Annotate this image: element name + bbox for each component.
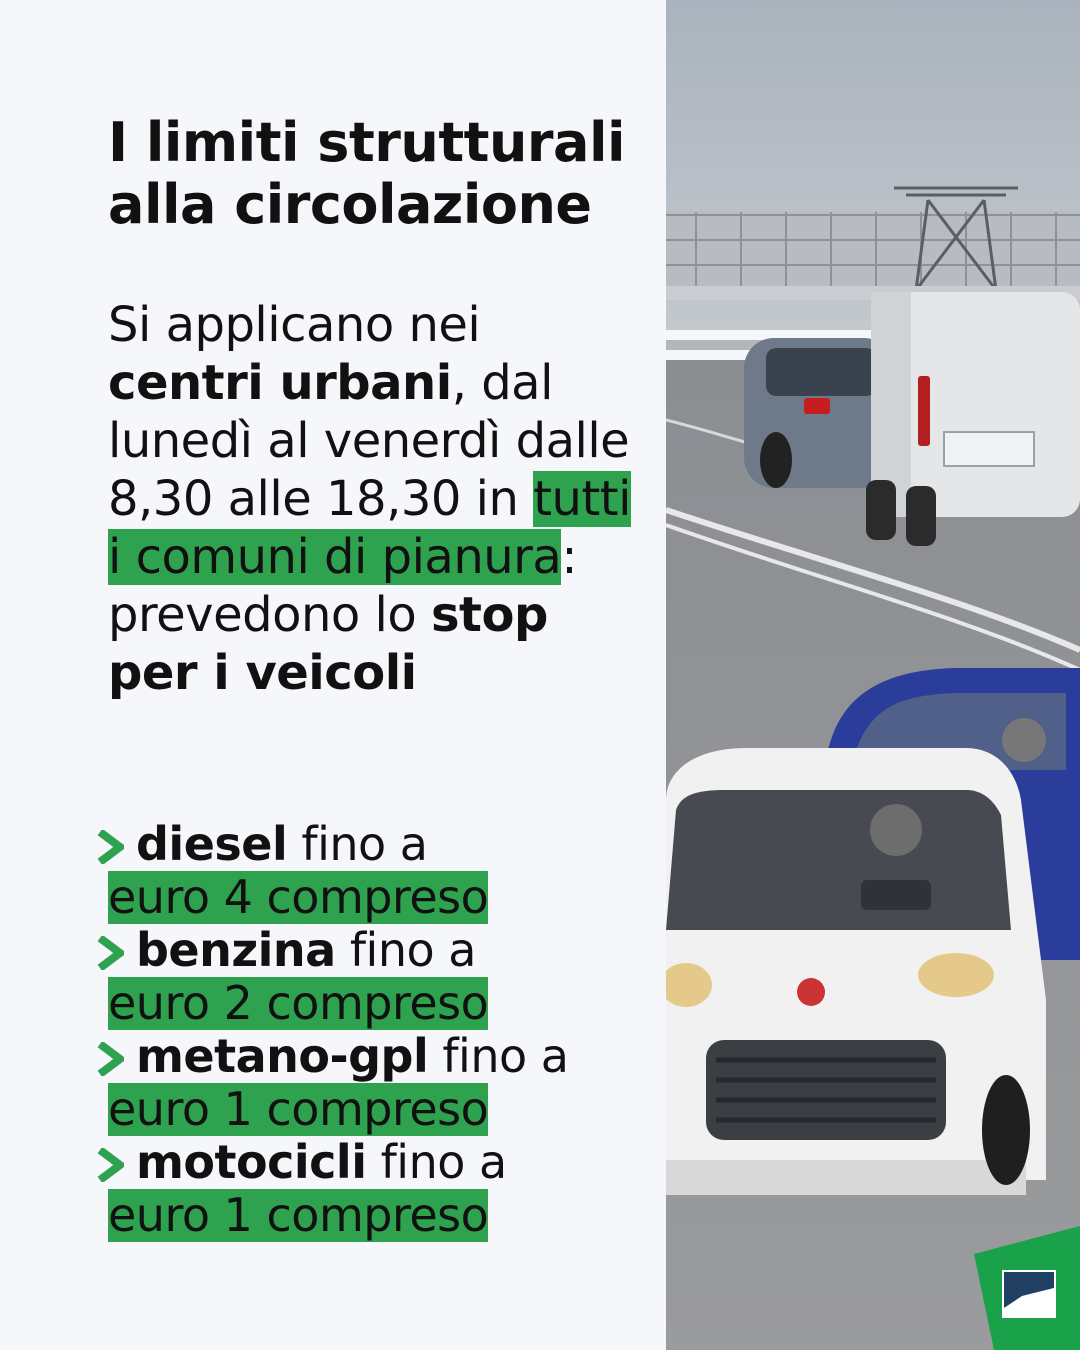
chevron-right-icon: [96, 830, 124, 864]
intro-paragraph: [108, 296, 648, 702]
intro-text-1: Si applicano nei: [108, 297, 481, 353]
title-line-2: alla circolazione: [108, 173, 592, 236]
list-item: [92, 1030, 652, 1136]
vehicle-limit: euro 4 compreso: [108, 870, 489, 924]
intro-text-3: : prevedono lo: [108, 529, 577, 643]
intro-bold-urban: centri urbani: [108, 355, 452, 411]
vehicle-name: motocicli: [136, 1135, 367, 1189]
title-line-1: I limiti strutturali: [108, 111, 626, 174]
traffic-illustration: [666, 0, 1080, 1350]
list-item: [92, 1136, 652, 1242]
list-item: [92, 818, 652, 924]
intro-text-2: , dal lunedì al venerdì dalle 8,30 alle 18,30 in: [108, 355, 630, 527]
vehicle-suffix: fino a: [287, 817, 428, 871]
vehicle-limit: euro 1 compreso: [108, 1188, 489, 1242]
intro-bold-stop: stop per i veicoli: [108, 587, 548, 701]
vehicle-suffix: fino a: [335, 923, 476, 977]
vehicle-suffix: fino a: [366, 1135, 507, 1189]
vehicle-limit: euro 1 compreso: [108, 1082, 489, 1136]
vehicle-limit: euro 2 compreso: [108, 976, 489, 1030]
vehicle-list: [92, 818, 652, 1242]
region-logo-icon: [974, 1226, 1080, 1350]
vehicle-name: metano-gpl: [136, 1029, 429, 1083]
page-title: [108, 112, 648, 236]
chevron-right-icon: [96, 1148, 124, 1182]
chevron-right-icon: [96, 1042, 124, 1076]
vehicle-name: diesel: [136, 817, 288, 871]
chevron-right-icon: [96, 936, 124, 970]
vehicle-suffix: fino a: [428, 1029, 569, 1083]
intro-highlight-plain: tutti i comuni di pianura: [108, 471, 631, 585]
list-item: [92, 924, 652, 1030]
traffic-photo: [666, 0, 1080, 1350]
vehicle-name: benzina: [136, 923, 336, 977]
